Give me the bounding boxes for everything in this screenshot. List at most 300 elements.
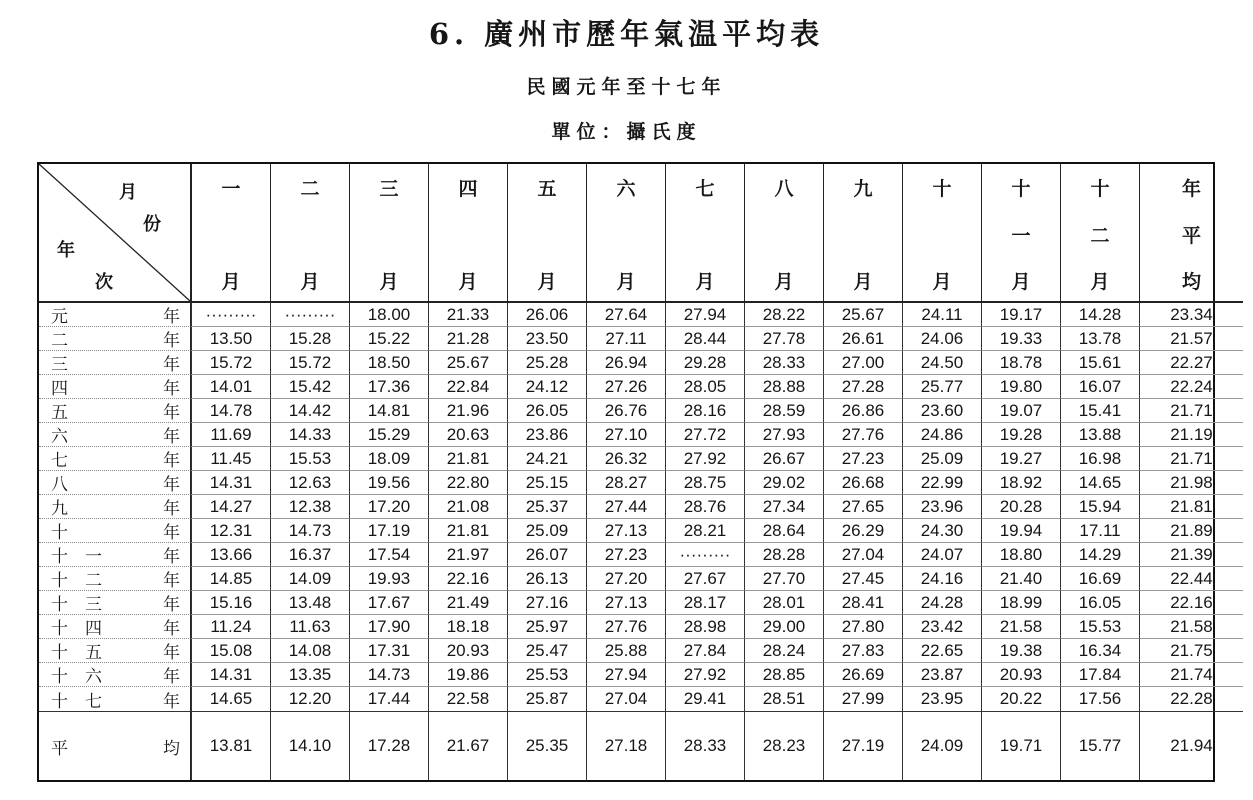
average-row-label — [39, 711, 191, 780]
table-cell: 11.24 — [191, 615, 270, 639]
table-cell: 17.11 — [1060, 519, 1139, 543]
table-cell: 19.33 — [981, 327, 1060, 351]
table-cell: 26.68 — [823, 471, 902, 495]
row-year-suffix: 年 — [163, 619, 180, 639]
page-subtitle: 民國元年至十七年 — [526, 76, 727, 98]
table-cell: 25.87 — [507, 687, 586, 711]
table-cell: 26.06 — [507, 303, 586, 327]
row-year-number: 十 五 — [51, 643, 102, 663]
table-cell: 15.08 — [191, 639, 270, 663]
table-cell: 28.64 — [744, 519, 823, 543]
table-cell: 27.80 — [823, 615, 902, 639]
column-header-bottom: 月 — [932, 271, 952, 293]
table-cell: 27.94 — [586, 663, 665, 687]
table-cell: 13.88 — [1060, 423, 1139, 447]
table-cell: 27.10 — [586, 423, 665, 447]
row-year-suffix: 年 — [163, 691, 180, 712]
average-cell: 24.09 — [902, 711, 981, 780]
column-header — [823, 164, 902, 303]
table-cell: 25.28 — [507, 351, 586, 375]
average-cell: 25.35 — [507, 711, 586, 780]
average-cell: 21.94 — [1139, 711, 1243, 780]
table-cell: 28.85 — [744, 663, 823, 687]
column-header-bottom: 月 — [616, 271, 636, 293]
table-cell: 27.13 — [586, 591, 665, 615]
table-cell: 19.94 — [981, 519, 1060, 543]
average-cell: 17.28 — [349, 711, 428, 780]
row-year-label — [39, 639, 191, 663]
table-cell: 21.28 — [428, 327, 507, 351]
row-year-suffix: 年 — [163, 643, 180, 663]
table-cell: 27.23 — [823, 447, 902, 471]
column-header-top: 十 — [932, 178, 952, 200]
row-year-suffix: 年 — [163, 331, 180, 351]
table-cell: 27.04 — [823, 543, 902, 567]
table-cell: 14.73 — [270, 519, 349, 543]
table-cell: 21.96 — [428, 399, 507, 423]
average-cell: 27.19 — [823, 711, 902, 780]
column-header — [1139, 164, 1243, 303]
table-cell: 19.80 — [981, 375, 1060, 399]
corner-ci-label: 次 — [95, 272, 113, 293]
column-header-top: 七 — [695, 178, 715, 200]
table-cell: 15.61 — [1060, 351, 1139, 375]
table-cell: 27.83 — [823, 639, 902, 663]
column-header — [744, 164, 823, 303]
table-cell: 27.26 — [586, 375, 665, 399]
table-cell: 14.31 — [191, 471, 270, 495]
table-cell: 14.73 — [349, 663, 428, 687]
table-cell: 25.53 — [507, 663, 586, 687]
row-year-label — [39, 495, 191, 519]
column-header-top: 八 — [774, 178, 794, 200]
row-year-suffix: 年 — [163, 427, 180, 447]
table-cell: 27.92 — [665, 663, 744, 687]
table-cell: 16.07 — [1060, 375, 1139, 399]
corner-header — [39, 164, 191, 303]
table-cell: 21.33 — [428, 303, 507, 327]
table-cell: 14.28 — [1060, 303, 1139, 327]
table-cell: ········· — [191, 303, 270, 327]
table-cell: 27.28 — [823, 375, 902, 399]
table-cell: 14.42 — [270, 399, 349, 423]
table-cell: 18.78 — [981, 351, 1060, 375]
table-cell: 17.54 — [349, 543, 428, 567]
table-cell: 20.93 — [981, 663, 1060, 687]
diagonal-divider — [39, 164, 190, 301]
table-cell: 21.98 — [1139, 471, 1243, 495]
table-cell: 27.92 — [665, 447, 744, 471]
table-cell: 14.85 — [191, 567, 270, 591]
table-cell: 17.31 — [349, 639, 428, 663]
table-cell: 14.65 — [1060, 471, 1139, 495]
table-cell: 18.80 — [981, 543, 1060, 567]
table-cell: 22.84 — [428, 375, 507, 399]
table-cell: 14.29 — [1060, 543, 1139, 567]
table-cell: 24.16 — [902, 567, 981, 591]
table-cell: 13.48 — [270, 591, 349, 615]
column-header-top: 九 — [853, 178, 873, 200]
table-cell: 22.24 — [1139, 375, 1243, 399]
row-year-label — [39, 375, 191, 399]
column-header-bottom: 月 — [300, 271, 320, 293]
table-cell: 27.34 — [744, 495, 823, 519]
table-cell: 23.96 — [902, 495, 981, 519]
row-year-suffix: 年 — [163, 475, 180, 495]
table-cell: 24.07 — [902, 543, 981, 567]
table-cell: 15.41 — [1060, 399, 1139, 423]
table-cell: 14.65 — [191, 687, 270, 711]
table-cell: 26.32 — [586, 447, 665, 471]
row-year-label — [39, 591, 191, 615]
table-cell: 11.63 — [270, 615, 349, 639]
table-cell: 27.00 — [823, 351, 902, 375]
table-cell: 23.42 — [902, 615, 981, 639]
table-cell: 14.78 — [191, 399, 270, 423]
table-cell: 28.17 — [665, 591, 744, 615]
column-header-top: 十 — [1011, 178, 1031, 200]
table-cell: 29.41 — [665, 687, 744, 711]
table-cell: 28.28 — [744, 543, 823, 567]
table-cell: 16.37 — [270, 543, 349, 567]
table-cell: 25.37 — [507, 495, 586, 519]
table-cell: 21.39 — [1139, 543, 1243, 567]
column-header — [1060, 164, 1139, 303]
table-cell: 26.67 — [744, 447, 823, 471]
column-header — [665, 164, 744, 303]
table-cell: 18.99 — [981, 591, 1060, 615]
table-cell: 28.05 — [665, 375, 744, 399]
table-cell: 17.84 — [1060, 663, 1139, 687]
table-cell: 20.22 — [981, 687, 1060, 711]
table-cell: 19.86 — [428, 663, 507, 687]
row-year-suffix: 年 — [163, 499, 180, 519]
column-header-bottom: 月 — [1011, 271, 1031, 293]
table-cell: 13.78 — [1060, 327, 1139, 351]
row-year-suffix: 年 — [163, 451, 180, 471]
table-cell: 27.13 — [586, 519, 665, 543]
table-cell: 27.94 — [665, 303, 744, 327]
table-cell: 21.58 — [981, 615, 1060, 639]
row-year-suffix: 年 — [163, 523, 180, 543]
table-cell: 14.81 — [349, 399, 428, 423]
table-cell: 13.66 — [191, 543, 270, 567]
average-cell: 13.81 — [191, 711, 270, 780]
column-header-top: 六 — [616, 178, 636, 200]
column-header-bottom: 月 — [537, 271, 557, 293]
table-cell: 22.58 — [428, 687, 507, 711]
table-cell: 16.98 — [1060, 447, 1139, 471]
table-cell: 21.49 — [428, 591, 507, 615]
table-cell: 28.59 — [744, 399, 823, 423]
row-year-label — [39, 663, 191, 687]
table-cell: ········· — [270, 303, 349, 327]
column-header-top: 二 — [300, 178, 320, 200]
column-header-top: 年 — [1181, 178, 1201, 200]
row-year-label — [39, 399, 191, 423]
table-cell: 25.09 — [902, 447, 981, 471]
table-cell: 28.27 — [586, 471, 665, 495]
table-cell: 21.40 — [981, 567, 1060, 591]
temperature-table — [37, 162, 1215, 782]
table-cell: 22.27 — [1139, 351, 1243, 375]
table-cell: 16.34 — [1060, 639, 1139, 663]
table-cell: 28.22 — [744, 303, 823, 327]
table-cell: 21.97 — [428, 543, 507, 567]
table-cell: 15.28 — [270, 327, 349, 351]
table-cell: 20.63 — [428, 423, 507, 447]
table-cell: 25.09 — [507, 519, 586, 543]
table-cell: 27.20 — [586, 567, 665, 591]
row-year-number: 三 — [51, 355, 68, 375]
table-cell: 17.90 — [349, 615, 428, 639]
table-cell: 28.76 — [665, 495, 744, 519]
table-cell: 21.81 — [428, 447, 507, 471]
column-header-top: 五 — [537, 178, 557, 200]
average-cell: 19.71 — [981, 711, 1060, 780]
table-cell: 22.99 — [902, 471, 981, 495]
row-year-suffix: 年 — [163, 307, 180, 327]
column-header-bottom: 月 — [1090, 271, 1110, 293]
table-cell: 25.15 — [507, 471, 586, 495]
table-cell: 18.09 — [349, 447, 428, 471]
table-cell: 21.19 — [1139, 423, 1243, 447]
table-cell: 28.33 — [744, 351, 823, 375]
table-cell: 15.53 — [270, 447, 349, 471]
row-year-number: 十 六 — [51, 667, 102, 687]
row-year-number: 八 — [51, 475, 68, 495]
table-cell: 13.50 — [191, 327, 270, 351]
table-cell: 26.69 — [823, 663, 902, 687]
table-cell: 27.84 — [665, 639, 744, 663]
table-cell: 27.76 — [823, 423, 902, 447]
corner-month-label: 月 — [119, 182, 137, 203]
column-header — [191, 164, 270, 303]
page-title: 6. 廣州市歷年氣温平均表 — [428, 17, 825, 51]
table-cell: 17.56 — [1060, 687, 1139, 711]
table-cell: 29.02 — [744, 471, 823, 495]
table-cell: 27.93 — [744, 423, 823, 447]
table-cell: 25.67 — [428, 351, 507, 375]
table-cell: 17.19 — [349, 519, 428, 543]
table-cell: 21.81 — [1139, 495, 1243, 519]
table-cell: 22.16 — [1139, 591, 1243, 615]
corner-year-label: 年 — [57, 240, 75, 261]
table-cell: 25.67 — [823, 303, 902, 327]
table-cell: 27.11 — [586, 327, 665, 351]
row-year-label — [39, 351, 191, 375]
table-cell: 18.18 — [428, 615, 507, 639]
row-year-number: 十 三 — [51, 595, 102, 615]
table-cell: 13.35 — [270, 663, 349, 687]
row-year-label — [39, 687, 191, 711]
table-cell: 21.08 — [428, 495, 507, 519]
table-cell: 27.67 — [665, 567, 744, 591]
table-cell: 26.76 — [586, 399, 665, 423]
column-header-bottom: 月 — [695, 271, 715, 293]
column-header-bottom: 月 — [458, 271, 478, 293]
average-label-right: 均 — [163, 738, 180, 759]
table-cell: 11.45 — [191, 447, 270, 471]
table-cell: 24.12 — [507, 375, 586, 399]
row-year-suffix: 年 — [163, 571, 180, 591]
table-cell: 24.21 — [507, 447, 586, 471]
row-year-label — [39, 615, 191, 639]
row-year-number: 十 一 — [51, 547, 102, 567]
table-cell: 12.38 — [270, 495, 349, 519]
column-header-bottom: 月 — [379, 271, 399, 293]
table-cell: 17.36 — [349, 375, 428, 399]
table-cell: 27.44 — [586, 495, 665, 519]
table-cell: 15.72 — [270, 351, 349, 375]
table-cell: 21.71 — [1139, 399, 1243, 423]
column-header-top: 三 — [379, 178, 399, 200]
row-year-number: 四 — [51, 379, 68, 399]
table-cell: 23.34 — [1139, 303, 1243, 327]
table-cell: ········· — [665, 543, 744, 567]
column-header-top: 十 — [1090, 178, 1110, 200]
table-cell: 22.65 — [902, 639, 981, 663]
average-cell: 28.33 — [665, 711, 744, 780]
table-cell: 24.28 — [902, 591, 981, 615]
table-cell: 28.01 — [744, 591, 823, 615]
row-year-number: 十 二 — [51, 571, 102, 591]
table-cell: 27.64 — [586, 303, 665, 327]
row-year-label — [39, 303, 191, 327]
table-cell: 28.24 — [744, 639, 823, 663]
row-year-number: 十 四 — [51, 619, 102, 639]
column-header-mid: 平 — [1181, 224, 1201, 247]
average-label-left: 平 — [51, 738, 68, 759]
table-cell: 28.88 — [744, 375, 823, 399]
table-cell: 29.28 — [665, 351, 744, 375]
table-cell: 26.13 — [507, 567, 586, 591]
unit-note: 單位：攝氏度 — [551, 121, 702, 143]
table-cell: 28.75 — [665, 471, 744, 495]
table-cell: 19.38 — [981, 639, 1060, 663]
table-cell: 27.16 — [507, 591, 586, 615]
table-cell: 18.92 — [981, 471, 1060, 495]
table-cell: 23.95 — [902, 687, 981, 711]
table-cell: 26.29 — [823, 519, 902, 543]
row-year-number: 十 — [51, 523, 68, 543]
row-year-label — [39, 447, 191, 471]
average-cell: 28.23 — [744, 711, 823, 780]
table-cell: 19.27 — [981, 447, 1060, 471]
table-grid — [39, 164, 1213, 780]
table-cell: 12.31 — [191, 519, 270, 543]
table-cell: 25.97 — [507, 615, 586, 639]
table-cell: 25.47 — [507, 639, 586, 663]
row-year-label — [39, 567, 191, 591]
row-year-label — [39, 327, 191, 351]
table-cell: 17.20 — [349, 495, 428, 519]
row-year-number: 二 — [51, 331, 68, 351]
table-cell: 25.77 — [902, 375, 981, 399]
table-cell: 21.71 — [1139, 447, 1243, 471]
average-cell: 15.77 — [1060, 711, 1139, 780]
table-cell: 28.21 — [665, 519, 744, 543]
table-cell: 26.86 — [823, 399, 902, 423]
column-header-top: 四 — [458, 178, 478, 200]
table-cell: 21.58 — [1139, 615, 1243, 639]
table-cell: 17.44 — [349, 687, 428, 711]
table-cell: 24.50 — [902, 351, 981, 375]
table-cell: 27.23 — [586, 543, 665, 567]
table-cell: 12.20 — [270, 687, 349, 711]
table-cell: 26.07 — [507, 543, 586, 567]
table-cell: 12.63 — [270, 471, 349, 495]
table-cell: 14.27 — [191, 495, 270, 519]
table-cell: 15.72 — [191, 351, 270, 375]
table-cell: 15.29 — [349, 423, 428, 447]
column-header-top: 一 — [221, 178, 241, 200]
table-cell: 27.76 — [586, 615, 665, 639]
column-header — [270, 164, 349, 303]
table-cell: 28.51 — [744, 687, 823, 711]
table-cell: 25.88 — [586, 639, 665, 663]
table-cell: 26.05 — [507, 399, 586, 423]
table-cell: 27.99 — [823, 687, 902, 711]
column-header — [507, 164, 586, 303]
row-year-suffix: 年 — [163, 547, 180, 567]
table-cell: 14.08 — [270, 639, 349, 663]
table-cell: 21.89 — [1139, 519, 1243, 543]
column-header-mid: 二 — [1090, 224, 1110, 247]
table-cell: 24.86 — [902, 423, 981, 447]
row-year-number: 七 — [51, 451, 68, 471]
row-year-suffix: 年 — [163, 403, 180, 423]
row-year-suffix: 年 — [163, 355, 180, 375]
table-cell: 20.93 — [428, 639, 507, 663]
table-cell: 17.67 — [349, 591, 428, 615]
table-cell: 24.06 — [902, 327, 981, 351]
table-cell: 23.87 — [902, 663, 981, 687]
table-cell: 21.74 — [1139, 663, 1243, 687]
table-cell: 28.16 — [665, 399, 744, 423]
column-header — [902, 164, 981, 303]
table-cell: 23.60 — [902, 399, 981, 423]
table-cell: 28.44 — [665, 327, 744, 351]
row-year-suffix: 年 — [163, 379, 180, 399]
table-cell: 14.31 — [191, 663, 270, 687]
table-cell: 14.33 — [270, 423, 349, 447]
table-cell: 18.00 — [349, 303, 428, 327]
table-cell: 27.04 — [586, 687, 665, 711]
table-cell: 16.69 — [1060, 567, 1139, 591]
table-cell: 27.72 — [665, 423, 744, 447]
table-cell: 19.56 — [349, 471, 428, 495]
table-cell: 23.50 — [507, 327, 586, 351]
column-header — [981, 164, 1060, 303]
table-cell: 27.45 — [823, 567, 902, 591]
table-cell: 19.07 — [981, 399, 1060, 423]
table-cell: 22.16 — [428, 567, 507, 591]
row-year-number: 十 七 — [51, 691, 102, 712]
row-year-number: 六 — [51, 427, 68, 447]
table-cell: 19.17 — [981, 303, 1060, 327]
column-header-bottom: 月 — [853, 271, 873, 293]
table-cell: 16.05 — [1060, 591, 1139, 615]
table-cell: 14.01 — [191, 375, 270, 399]
row-year-label — [39, 543, 191, 567]
row-year-number: 五 — [51, 403, 68, 423]
table-cell: 29.00 — [744, 615, 823, 639]
average-cell: 27.18 — [586, 711, 665, 780]
table-cell: 27.70 — [744, 567, 823, 591]
table-cell: 21.81 — [428, 519, 507, 543]
table-cell: 27.65 — [823, 495, 902, 519]
